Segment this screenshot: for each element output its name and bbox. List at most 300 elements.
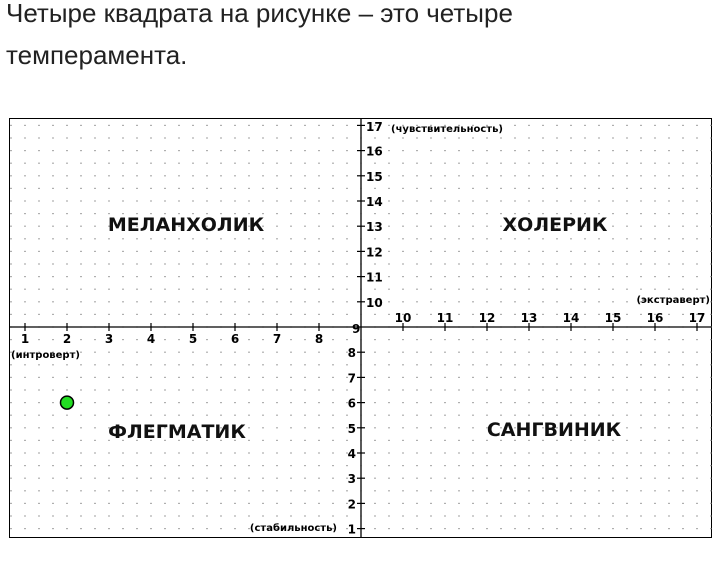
grid-dot (556, 503, 557, 504)
quadrant-choleric: ХОЛЕРИК (502, 214, 608, 236)
grid-dot (528, 465, 529, 466)
grid-dot (626, 150, 627, 151)
grid-dot (10, 389, 11, 390)
grid-dot (164, 263, 165, 264)
grid-dot (66, 377, 67, 378)
grid-dot (584, 263, 585, 264)
grid-dot (542, 276, 543, 277)
grid-dot (150, 415, 151, 416)
grid-dot (164, 402, 165, 403)
grid-dot (332, 415, 333, 416)
grid-dot (80, 150, 81, 151)
grid-dot (486, 452, 487, 453)
grid-dot (444, 452, 445, 453)
grid-dot (52, 402, 53, 403)
grid-dot (514, 314, 515, 315)
grid-dot (164, 251, 165, 252)
grid-dot (430, 200, 431, 201)
grid-dot (402, 276, 403, 277)
grid-dot (682, 528, 683, 529)
grid-dot (402, 478, 403, 479)
grid-dot (136, 352, 137, 353)
grid-dot (248, 263, 249, 264)
grid-dot (514, 188, 515, 189)
grid-dot (374, 263, 375, 264)
grid-dot (402, 289, 403, 290)
grid-dot (248, 440, 249, 441)
grid-dot (444, 503, 445, 504)
grid-dot (528, 276, 529, 277)
grid-dot (24, 276, 25, 277)
grid-dot (94, 352, 95, 353)
grid-dot (304, 478, 305, 479)
grid-dot (94, 515, 95, 516)
grid-dot (178, 163, 179, 164)
grid-dot (318, 175, 319, 176)
grid-dot (430, 490, 431, 491)
grid-dot (290, 238, 291, 239)
grid-dot (612, 188, 613, 189)
grid-dot (640, 200, 641, 201)
grid-dot (458, 213, 459, 214)
grid-dot (598, 175, 599, 176)
grid-dot (416, 137, 417, 138)
grid-dot (570, 364, 571, 365)
grid-dot (136, 188, 137, 189)
grid-dot (374, 389, 375, 390)
grid-dot (584, 352, 585, 353)
grid-dot (514, 528, 515, 529)
grid-dot (38, 213, 39, 214)
grid-dot (234, 175, 235, 176)
grid-dot (542, 377, 543, 378)
grid-dot (444, 301, 445, 302)
grid-dot (598, 528, 599, 529)
grid-dot (150, 301, 151, 302)
grid-dot (262, 200, 263, 201)
grid-dot (416, 238, 417, 239)
grid-dot (388, 150, 389, 151)
grid-dot (542, 352, 543, 353)
grid-dot (430, 314, 431, 315)
grid-dot (444, 389, 445, 390)
intro-line-2: темперамента. (6, 40, 188, 70)
grid-dot (332, 150, 333, 151)
grid-dot (332, 440, 333, 441)
grid-dot (374, 137, 375, 138)
grid-dot (122, 415, 123, 416)
grid-dot (458, 465, 459, 466)
grid-dot (150, 402, 151, 403)
intro-line-1: Четыре квадрата на рисунке – это четыре (6, 0, 513, 28)
grid-dot (388, 452, 389, 453)
grid-dot (682, 163, 683, 164)
grid-dot (318, 150, 319, 151)
grid-dot (556, 276, 557, 277)
grid-dot (24, 137, 25, 138)
grid-dot (682, 490, 683, 491)
grid-dot (388, 515, 389, 516)
grid-dot (570, 377, 571, 378)
grid-dot (528, 301, 529, 302)
grid-dot (178, 402, 179, 403)
grid-dot (262, 238, 263, 239)
grid-dot (584, 301, 585, 302)
grid-dot (136, 263, 137, 264)
grid-dot (598, 515, 599, 516)
grid-dot (458, 200, 459, 201)
grid-dot (486, 163, 487, 164)
grid-dot (598, 289, 599, 290)
grid-dot (696, 515, 697, 516)
y-tick-label: 12 (366, 245, 383, 260)
grid-dot (80, 478, 81, 479)
grid-dot (304, 188, 305, 189)
grid-dot (248, 200, 249, 201)
grid-dot (276, 163, 277, 164)
grid-dot (654, 478, 655, 479)
grid-dot (192, 377, 193, 378)
grid-dot (38, 289, 39, 290)
grid-dot (332, 251, 333, 252)
grid-dot (80, 402, 81, 403)
grid-dot (528, 150, 529, 151)
grid-dot (612, 452, 613, 453)
grid-dot (374, 503, 375, 504)
grid-dot (332, 188, 333, 189)
grid-dot (164, 188, 165, 189)
grid-dot (206, 163, 207, 164)
grid-dot (584, 415, 585, 416)
grid-dot (486, 377, 487, 378)
grid-dot (248, 402, 249, 403)
grid-dot (332, 389, 333, 390)
grid-dot (626, 301, 627, 302)
grid-dot (388, 528, 389, 529)
grid-dot (262, 137, 263, 138)
grid-dot (416, 415, 417, 416)
grid-dot (528, 263, 529, 264)
grid-dot (612, 276, 613, 277)
grid-dot (122, 289, 123, 290)
grid-dot (584, 478, 585, 479)
grid-dot (710, 238, 711, 239)
grid-dot (122, 377, 123, 378)
grid-dot (612, 465, 613, 466)
grid-dot (206, 377, 207, 378)
grid-dot (318, 440, 319, 441)
grid-dot (528, 389, 529, 390)
grid-dot (24, 427, 25, 428)
grid-dot (178, 528, 179, 529)
grid-dot (38, 263, 39, 264)
grid-dot (388, 478, 389, 479)
grid-dot (150, 478, 151, 479)
grid-dot (472, 213, 473, 214)
grid-dot (668, 528, 669, 529)
grid-dot (122, 452, 123, 453)
grid-dot (416, 377, 417, 378)
grid-dot (164, 465, 165, 466)
grid-dot (150, 528, 151, 529)
grid-dot (668, 137, 669, 138)
grid-dot (262, 465, 263, 466)
grid-dot (178, 150, 179, 151)
grid-dot (584, 175, 585, 176)
grid-dot (38, 226, 39, 227)
grid-dot (192, 163, 193, 164)
grid-dot (332, 427, 333, 428)
grid-dot (304, 238, 305, 239)
grid-dot (640, 137, 641, 138)
grid-dot (556, 289, 557, 290)
grid-dot (24, 301, 25, 302)
grid-dot (612, 137, 613, 138)
grid-dot (220, 478, 221, 479)
grid-dot (374, 478, 375, 479)
grid-dot (332, 364, 333, 365)
grid-dot (318, 276, 319, 277)
grid-dot (556, 175, 557, 176)
grid-dot (122, 200, 123, 201)
grid-dot (696, 137, 697, 138)
grid-dot (346, 515, 347, 516)
grid-dot (402, 389, 403, 390)
grid-dot (332, 503, 333, 504)
y-tick-label: 11 (366, 270, 383, 285)
grid-dot (38, 163, 39, 164)
grid-dot (318, 515, 319, 516)
grid-dot (94, 150, 95, 151)
grid-dot (486, 339, 487, 340)
grid-dot (612, 125, 613, 126)
grid-dot (584, 276, 585, 277)
grid-dot (458, 427, 459, 428)
grid-dot (94, 137, 95, 138)
grid-dot (528, 402, 529, 403)
grid-dot (318, 226, 319, 227)
x-tick-label: 16 (646, 311, 664, 325)
grid-dot (290, 276, 291, 277)
grid-dot (416, 352, 417, 353)
grid-dot (164, 503, 165, 504)
grid-dot (402, 213, 403, 214)
grid-dot (178, 515, 179, 516)
grid-dot (234, 490, 235, 491)
grid-dot (220, 263, 221, 264)
grid-dot (150, 490, 151, 491)
grid-dot (164, 175, 165, 176)
grid-dot (598, 389, 599, 390)
grid-dot (500, 339, 501, 340)
grid-dot (164, 125, 165, 126)
grid-dot (304, 427, 305, 428)
grid-dot (458, 364, 459, 365)
grid-dot (528, 364, 529, 365)
grid-dot (388, 276, 389, 277)
grid-dot (66, 163, 67, 164)
grid-dot (402, 175, 403, 176)
grid-dot (164, 314, 165, 315)
grid-dot (696, 389, 697, 390)
grid-dot (304, 213, 305, 214)
grid-dot (136, 490, 137, 491)
grid-dot (696, 364, 697, 365)
grid-dot (626, 263, 627, 264)
grid-dot (66, 440, 67, 441)
grid-dot (570, 163, 571, 164)
grid-dot (486, 465, 487, 466)
grid-dot (80, 364, 81, 365)
grid-dot (94, 377, 95, 378)
grid-dot (220, 389, 221, 390)
grid-dot (654, 339, 655, 340)
grid-dot (80, 213, 81, 214)
grid-dot (542, 339, 543, 340)
grid-dot (178, 263, 179, 264)
grid-dot (710, 415, 711, 416)
grid-dot (584, 389, 585, 390)
grid-dot (290, 415, 291, 416)
grid-dot (626, 276, 627, 277)
grid-dot (500, 478, 501, 479)
grid-dot (108, 301, 109, 302)
grid-dot (52, 503, 53, 504)
grid-dot (38, 238, 39, 239)
grid-dot (556, 402, 557, 403)
grid-dot (528, 188, 529, 189)
grid-dot (192, 515, 193, 516)
grid-dot (10, 377, 11, 378)
grid-dot (500, 452, 501, 453)
grid-dot (570, 175, 571, 176)
grid-dot (192, 314, 193, 315)
grid-dot (654, 150, 655, 151)
grid-dot (710, 440, 711, 441)
grid-dot (206, 289, 207, 290)
grid-dot (626, 314, 627, 315)
grid-dot (332, 200, 333, 201)
grid-dot (654, 490, 655, 491)
y-tick-label: 13 (366, 220, 383, 235)
grid-dot (66, 175, 67, 176)
grid-dot (94, 188, 95, 189)
grid-dot (94, 289, 95, 290)
grid-dot (192, 263, 193, 264)
grid-dot (458, 478, 459, 479)
grid-dot (10, 238, 11, 239)
grid-dot (696, 465, 697, 466)
grid-dot (402, 339, 403, 340)
grid-dot (654, 452, 655, 453)
grid-dot (472, 339, 473, 340)
grid-dot (444, 238, 445, 239)
grid-dot (234, 314, 235, 315)
grid-dot (94, 251, 95, 252)
grid-dot (192, 364, 193, 365)
grid-dot (598, 352, 599, 353)
grid-dot (570, 200, 571, 201)
grid-dot (486, 364, 487, 365)
grid-dot (192, 175, 193, 176)
grid-dot (640, 213, 641, 214)
grid-dot (80, 314, 81, 315)
grid-dot (206, 452, 207, 453)
grid-dot (486, 188, 487, 189)
grid-dot (696, 415, 697, 416)
grid-dot (584, 339, 585, 340)
grid-dot (80, 427, 81, 428)
grid-dot (696, 276, 697, 277)
grid-dot (290, 389, 291, 390)
grid-dot (206, 150, 207, 151)
grid-dot (458, 528, 459, 529)
grid-dot (710, 478, 711, 479)
grid-dot (458, 226, 459, 227)
grid-dot (304, 389, 305, 390)
grid-dot (10, 515, 11, 516)
grid-dot (668, 163, 669, 164)
grid-dot (38, 402, 39, 403)
grid-dot (444, 465, 445, 466)
grid-dot (556, 251, 557, 252)
grid-dot (374, 352, 375, 353)
grid-dot (528, 503, 529, 504)
grid-dot (612, 251, 613, 252)
grid-dot (444, 137, 445, 138)
grid-dot (108, 515, 109, 516)
grid-dot (80, 440, 81, 441)
grid-dot (304, 402, 305, 403)
grid-dot (668, 478, 669, 479)
grid-dot (66, 452, 67, 453)
grid-dot (38, 515, 39, 516)
grid-dot (304, 314, 305, 315)
grid-dot (136, 289, 137, 290)
grid-dot (388, 175, 389, 176)
grid-dot (598, 364, 599, 365)
grid-dot (178, 465, 179, 466)
grid-dot (276, 238, 277, 239)
grid-dot (248, 314, 249, 315)
grid-dot (528, 289, 529, 290)
grid-dot (80, 352, 81, 353)
grid-dot (332, 377, 333, 378)
grid-dot (612, 389, 613, 390)
grid-dot (136, 515, 137, 516)
grid-dot (38, 314, 39, 315)
grid-dot (108, 415, 109, 416)
grid-dot (556, 137, 557, 138)
grid-dot (570, 339, 571, 340)
grid-dot (178, 352, 179, 353)
grid-dot (136, 238, 137, 239)
grid-dot (94, 452, 95, 453)
grid-dot (248, 465, 249, 466)
grid-dot (38, 478, 39, 479)
grid-dot (472, 175, 473, 176)
grid-dot (430, 175, 431, 176)
grid-dot (584, 452, 585, 453)
grid-dot (388, 137, 389, 138)
grid-dot (458, 352, 459, 353)
grid-dot (612, 175, 613, 176)
grid-dot (10, 490, 11, 491)
grid-dot (164, 364, 165, 365)
grid-dot (402, 528, 403, 529)
grid-dot (514, 238, 515, 239)
grid-dot (612, 289, 613, 290)
